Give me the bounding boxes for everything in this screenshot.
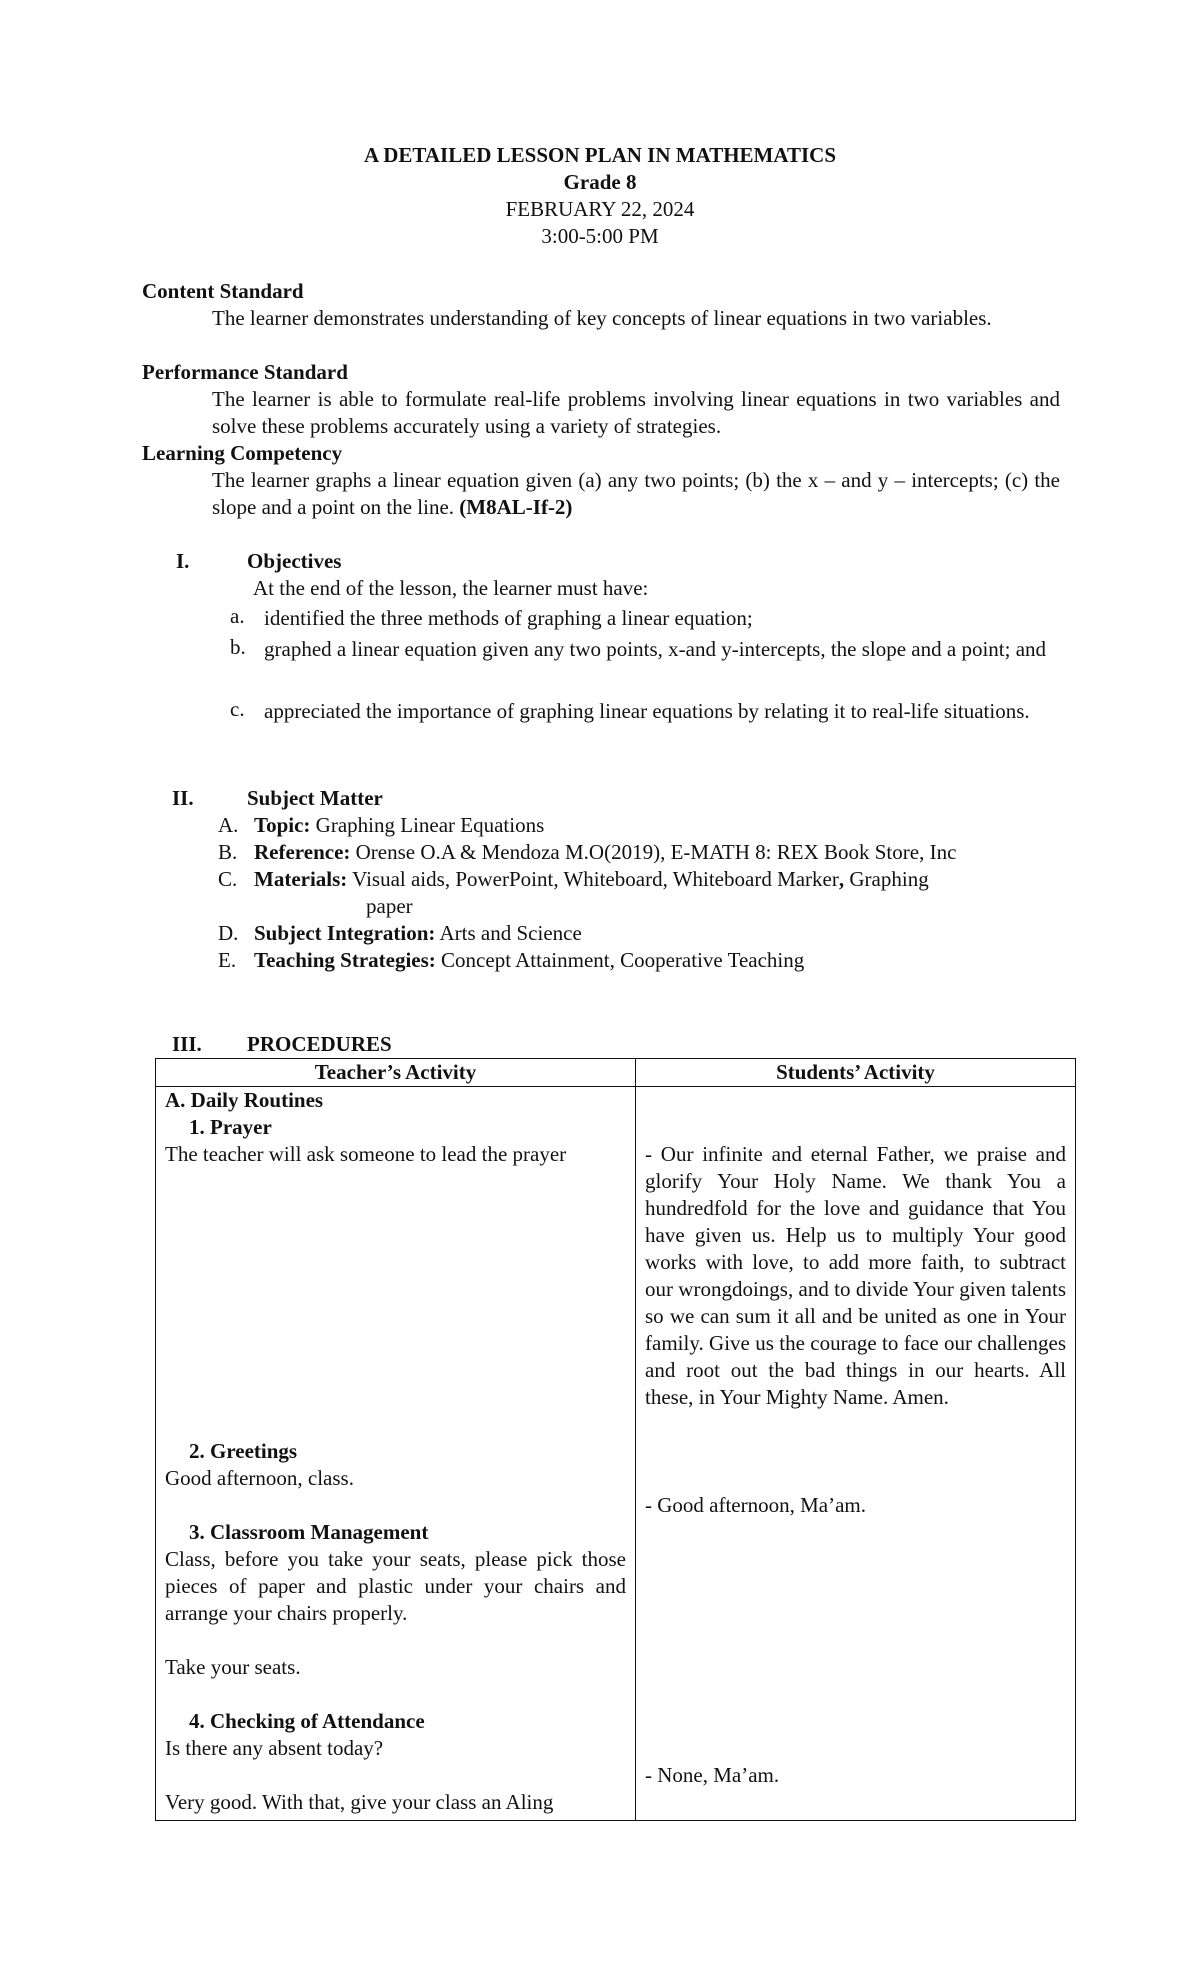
strategies-label: Teaching Strategies:	[254, 948, 436, 972]
prayer-heading: 1. Prayer	[189, 1115, 272, 1139]
daily-routines-heading: A. Daily Routines	[165, 1088, 324, 1112]
classroom-management-text: Class, before you take your seats, please pick those pieces of paper and plastic under your chairs and arrange your chairs properly.	[165, 1547, 626, 1625]
lesson-date: FEBRUARY 22, 2024	[505, 197, 695, 221]
subject-matter-marker: D.	[218, 921, 239, 945]
reference-label: Reference:	[254, 840, 351, 864]
integration-label: Subject Integration:	[254, 921, 436, 945]
subject-matter-numeral: II.	[172, 786, 194, 810]
performance-standard-heading: Performance Standard	[142, 360, 348, 384]
subject-matter-heading: Subject Matter	[247, 786, 383, 810]
subject-matter-marker: E.	[218, 948, 237, 972]
teacher-activity-cell	[156, 1087, 636, 1821]
prayer-student-text: - Our infinite and eternal Father, we praise and glorify Your Holy Name. We thank You a hundredfold for the love and guidance that You have given us. Help us to multiply Your good works with love, to add more faith, to subtract our wrongdoings, and to divide Your given talents so we can sum it all and be united as one in Your family. Give us the courage to face our challenges and root out the bad things in our hearts. All these, in Your Mighty Name. Amen.	[645, 1142, 1066, 1409]
students-activity-header: Students’ Activity	[636, 1059, 1076, 1087]
subject-matter-marker: A.	[218, 813, 239, 837]
objective-item: identified the three methods of graphing a linear equation;	[264, 606, 753, 630]
procedures-table	[155, 1058, 1076, 1821]
objective-marker: a.	[230, 604, 245, 628]
content-standard-heading: Content Standard	[142, 279, 304, 303]
greetings-teacher-text: Good afternoon, class.	[165, 1466, 354, 1490]
learning-competency-heading: Learning Competency	[142, 441, 343, 465]
subject-matter-item-materials	[254, 866, 1074, 893]
objectives-heading: Objectives	[247, 549, 342, 573]
objectives-intro: At the end of the lesson, the learner must have:	[253, 576, 649, 600]
greetings-heading: 2. Greetings	[189, 1439, 298, 1463]
objective-marker: b.	[230, 635, 246, 659]
attendance-student-text: - None, Ma’am.	[645, 1763, 780, 1787]
topic-label: Topic:	[254, 813, 311, 837]
lesson-time: 3:00-5:00 PM	[541, 224, 659, 248]
strategies-value: Concept Attainment, Cooperative Teaching	[441, 948, 805, 972]
very-good-text: Very good. With that, give your class an Aling	[165, 1790, 554, 1814]
objective-item: appreciated the importance of graphing linear equations by relating it to real-life situations.	[264, 699, 1030, 723]
content-standard-text: The learner demonstrates understanding of key concepts of linear equations in two variables.	[212, 306, 992, 330]
attendance-heading: 4. Checking of Attendance	[189, 1709, 425, 1733]
subject-matter-item-integration	[254, 920, 1074, 947]
materials-comma: ,	[838, 867, 845, 891]
greetings-student-text: - Good afternoon, Ma’am.	[645, 1493, 867, 1517]
procedures-numeral: III.	[172, 1032, 202, 1056]
learning-competency-body: The learner graphs a linear equation given (a) any two points; (b) the x – and y – intercepts; (c) the slope and a point on the line.	[212, 468, 1060, 519]
procedures-heading: PROCEDURES	[247, 1032, 392, 1056]
performance-standard-text: The learner is able to formulate real-life problems involving linear equations in two variables and solve these problems accurately using a variety of strategies.	[212, 387, 1060, 438]
subject-matter-item-topic	[254, 812, 1074, 839]
subject-matter-marker: C.	[218, 867, 238, 891]
prayer-teacher-text: The teacher will ask someone to lead the prayer	[165, 1142, 567, 1166]
document-title: A DETAILED LESSON PLAN IN MATHEMATICS	[364, 143, 836, 167]
classroom-management-heading: 3. Classroom Management	[189, 1520, 429, 1544]
topic-value: Graphing Linear Equations	[315, 813, 545, 837]
reference-value: Orense O.A & Mendoza M.O(2019), E-MATH 8: REX Book Store, Inc	[355, 840, 957, 864]
grade-level: Grade 8	[563, 170, 637, 194]
objectives-numeral: I.	[176, 549, 190, 573]
materials-value-continuation: paper	[366, 894, 413, 918]
take-seats-text: Take your seats.	[165, 1655, 301, 1679]
subject-matter-marker: B.	[218, 840, 238, 864]
attendance-teacher-text: Is there any absent today?	[165, 1736, 384, 1760]
subject-matter-item-strategies	[254, 947, 1074, 974]
subject-matter-item-reference	[254, 839, 1074, 866]
objective-marker: c.	[230, 697, 245, 721]
learning-competency-text	[212, 467, 1060, 521]
students-activity-cell	[636, 1087, 1076, 1821]
competency-code: (M8AL-If-2)	[459, 495, 573, 519]
materials-value: Visual aids, PowerPoint, Whiteboard, Whiteboard Marker	[352, 867, 839, 891]
objective-item: graphed a linear equation given any two points, x-and y-intercepts, the slope and a point; and	[264, 637, 1047, 661]
integration-value: Arts and Science	[439, 921, 582, 945]
materials-value-tail: Graphing	[849, 867, 929, 891]
materials-label: Materials:	[254, 867, 348, 891]
teacher-activity-header: Teacher’s Activity	[156, 1059, 636, 1087]
